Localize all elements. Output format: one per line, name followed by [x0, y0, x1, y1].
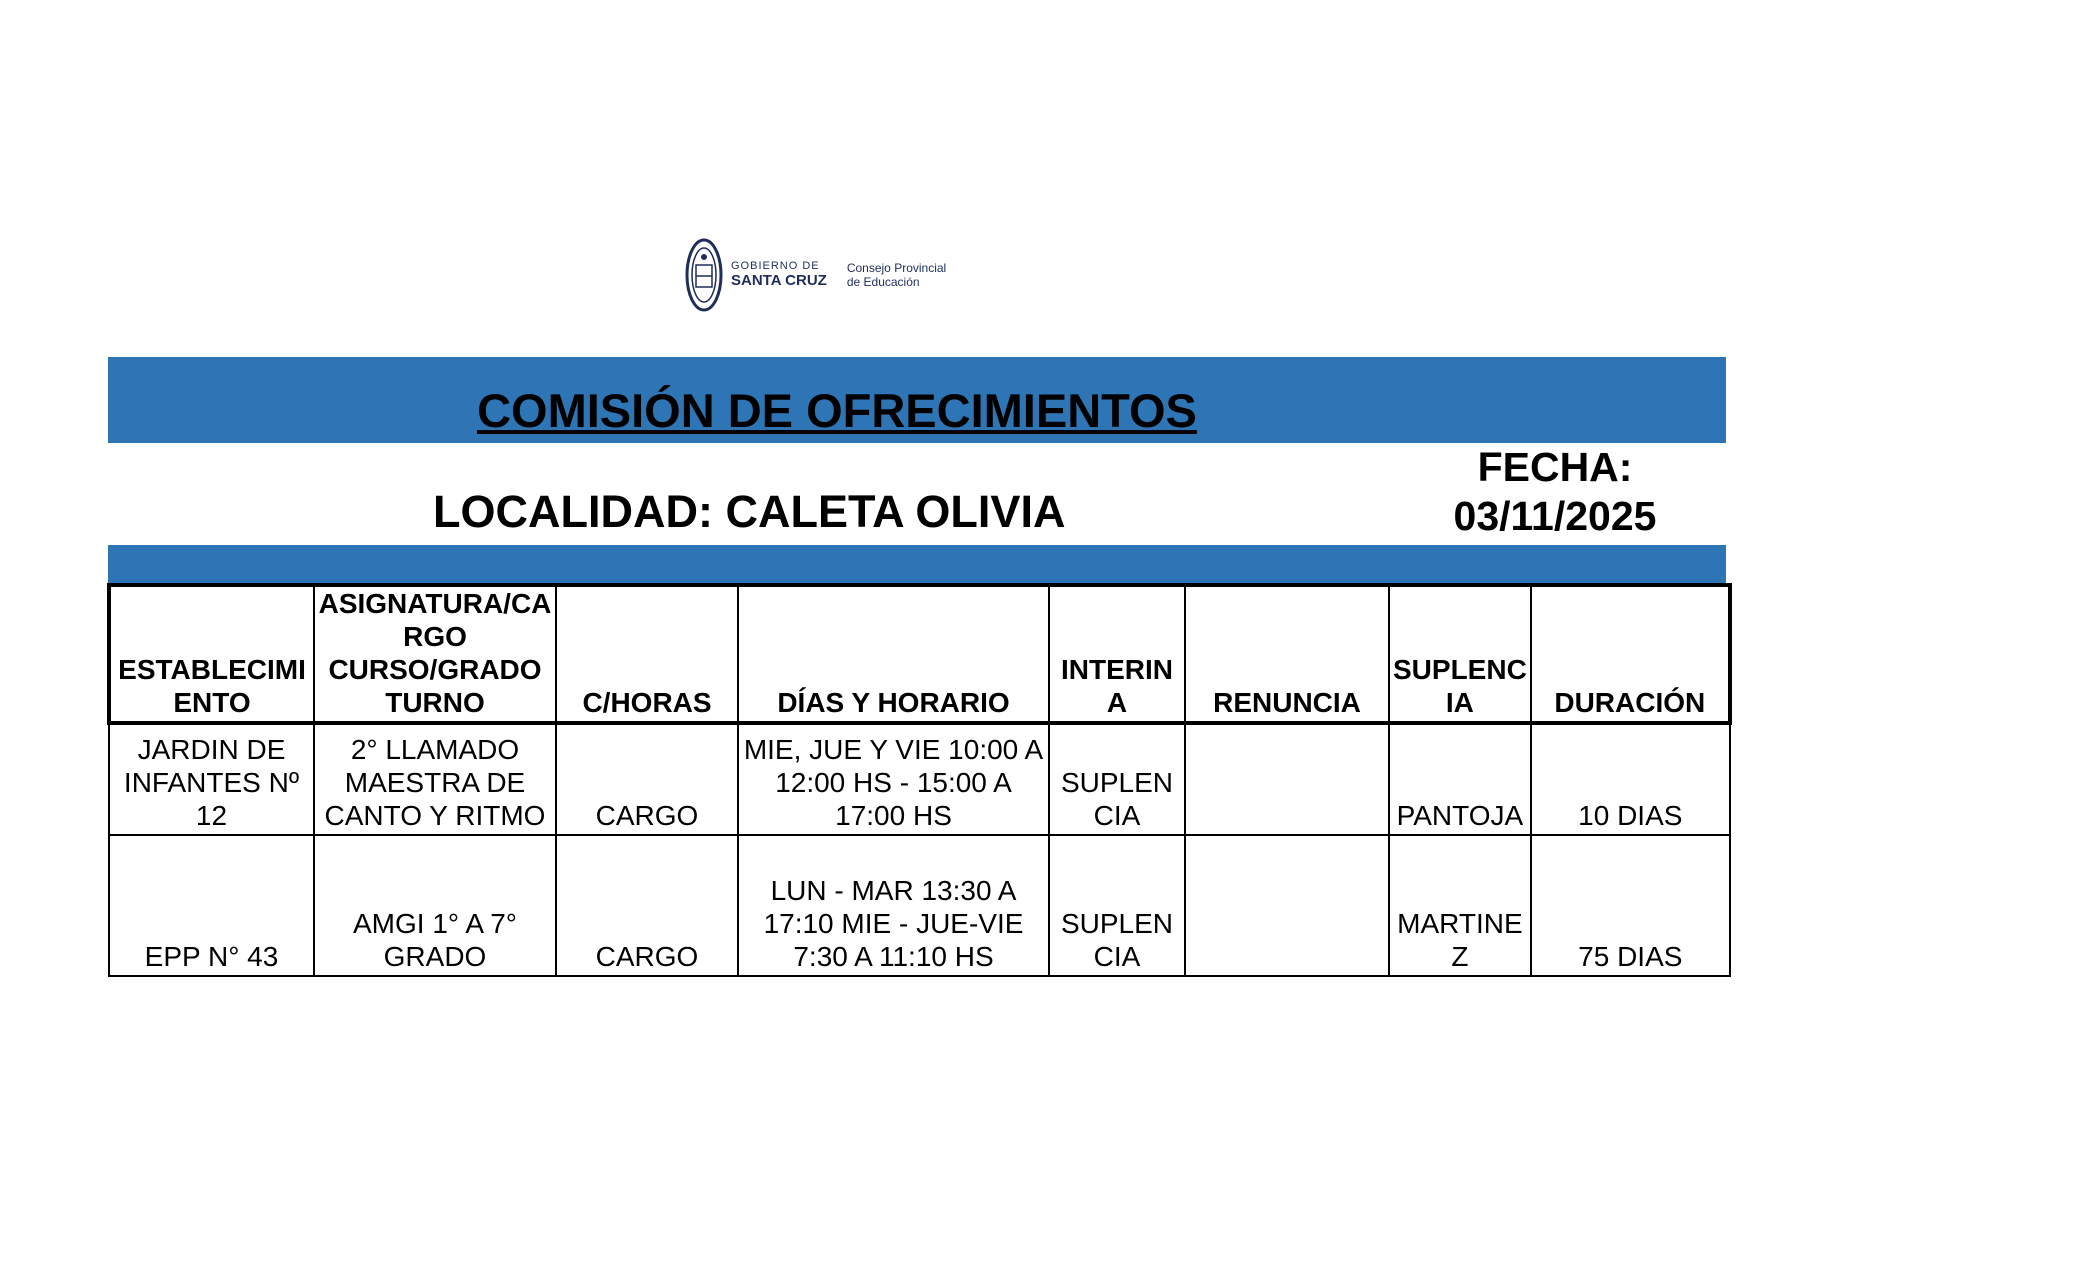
cell-interina: SUPLEN CIA — [1049, 723, 1185, 835]
col-interina: INTERIN A — [1049, 585, 1185, 723]
separator-band — [108, 545, 1726, 583]
table-row — [109, 835, 1730, 976]
cell-asignatura: 2° LLAMADO MAESTRA DE CANTO Y RITMO — [314, 723, 556, 835]
cell-establecimiento: JARDIN DE INFANTES Nº 12 — [109, 723, 314, 835]
localidad: LOCALIDAD: CALETA OLIVIA — [433, 486, 1066, 537]
cell-duracion: 75 DIAS — [1531, 835, 1730, 976]
col-duracion: DURACIÓN — [1531, 585, 1730, 723]
logo-consejo: Consejo Provincial — [846, 260, 947, 275]
col-establecimiento: ESTABLECIMI ENTO — [109, 585, 314, 723]
cell-c-horas: CARGO — [556, 835, 738, 976]
logo-educacion: de Educación — [846, 275, 920, 289]
fecha — [1420, 443, 1690, 541]
col-c-horas: C/HORAS — [556, 585, 738, 723]
col-renuncia: RENUNCIA — [1185, 585, 1389, 723]
col-dias-horario: DÍAS Y HORARIO — [738, 585, 1049, 723]
logo-gobierno-de: GOBIERNO DE — [731, 260, 820, 273]
cell-interina: SUPLEN CIA — [1049, 835, 1185, 976]
cell-suplencia: MARTINE Z — [1389, 835, 1531, 976]
fecha-value: 03/11/2025 — [1453, 493, 1657, 540]
ofrecimientos-table — [107, 583, 1732, 977]
provincial-seal-icon — [685, 237, 723, 313]
cell-suplencia: PANTOJA — [1389, 723, 1531, 835]
cell-duracion: 10 DIAS — [1531, 723, 1730, 835]
cell-asignatura: AMGI 1° A 7° GRADO — [314, 835, 556, 976]
cell-renuncia — [1185, 835, 1389, 976]
fecha-label: FECHA: — [1477, 444, 1633, 490]
logo — [685, 236, 946, 314]
table-header-row — [109, 585, 1730, 723]
table-row — [109, 723, 1730, 835]
page-title: COMISIÓN DE OFRECIMIENTOS — [477, 384, 1197, 437]
cell-renuncia — [1185, 723, 1389, 835]
logo-santa-cruz: SANTA CRUZ — [731, 271, 827, 289]
col-suplencia: SUPLENC IA — [1389, 585, 1531, 723]
cell-c-horas: CARGO — [556, 723, 738, 835]
cell-dias-horario: LUN - MAR 13:30 A 17:10 MIE - JUE-VIE 7:30 A 11:10 HS — [738, 835, 1049, 976]
cell-establecimiento: EPP N° 43 — [109, 835, 314, 976]
col-asignatura: ASIGNATURA/CA RGO CURSO/GRADO TURNO — [314, 585, 556, 723]
cell-dias-horario: MIE, JUE Y VIE 10:00 A 12:00 HS - 15:00 A 17:00 HS — [738, 723, 1049, 835]
